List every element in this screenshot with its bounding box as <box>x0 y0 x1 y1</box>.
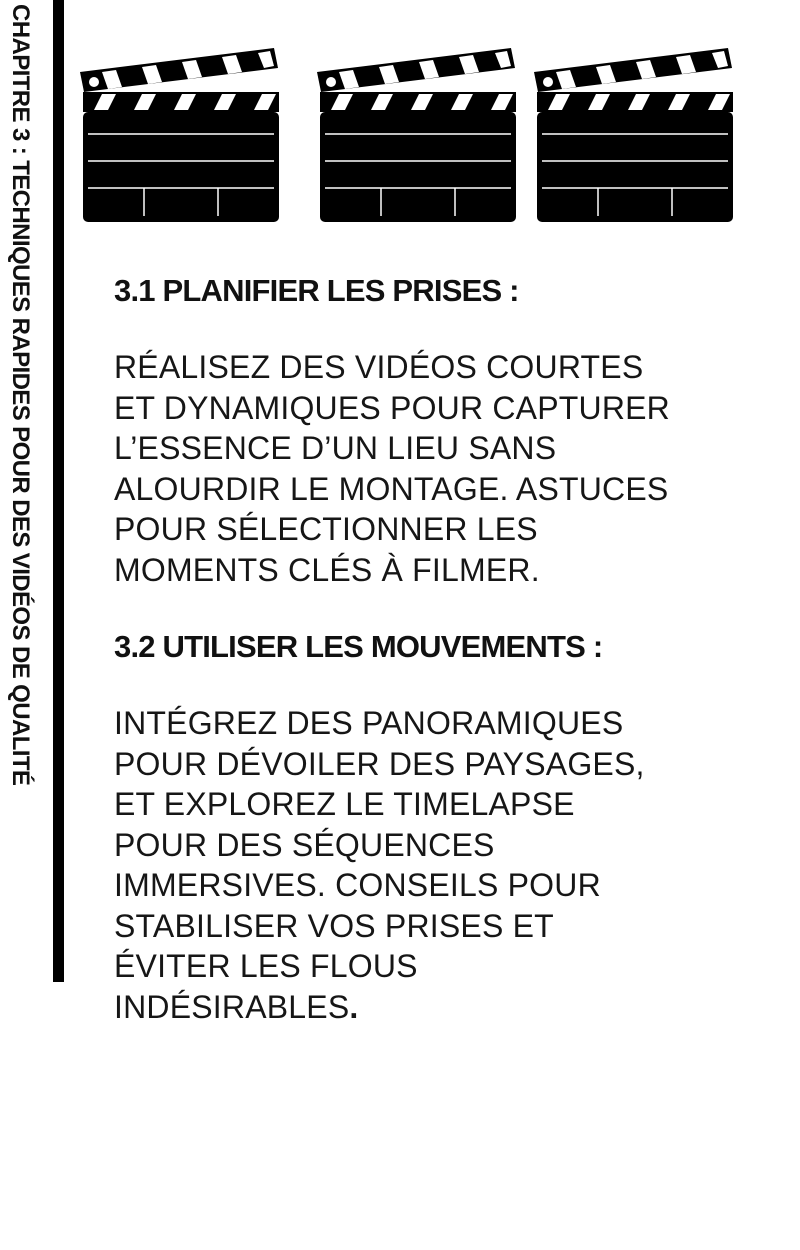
section-mouvements <box>114 624 754 1027</box>
body-line: POUR DES SÉQUENCES <box>114 826 495 863</box>
body-line: STABILISER VOS PRISES ET <box>114 907 554 944</box>
section-body <box>114 703 704 1027</box>
body-line: ET DYNAMIQUES POUR CAPTURER <box>114 389 670 426</box>
final-period: . <box>349 988 359 1025</box>
section-planifier <box>114 268 754 590</box>
main-content <box>114 268 754 1061</box>
body-line-text: INDÉSIRABLES <box>114 988 350 1025</box>
body-line: IMMERSIVES. CONSEILS POUR <box>114 867 601 903</box>
body-line: L’ESSENCE D’UN LIEU SANS <box>114 430 557 466</box>
body-line: MOMENTS CLÉS À FILMER. <box>114 551 540 588</box>
section-body <box>114 347 704 590</box>
body-line: RÉALISEZ DES VIDÉOS COURTES <box>114 349 644 385</box>
vertical-divider-bar <box>53 0 64 982</box>
section-heading: 3.1 PLANIFIER LES PRISES : <box>114 273 519 308</box>
body-line-last <box>114 987 704 1028</box>
body-line: ÉVITER LES FLOUS <box>114 948 418 984</box>
clapperboard-icon <box>534 40 744 225</box>
body-line: INTÉGREZ DES PANORAMIQUES <box>114 705 624 741</box>
body-line: ET EXPLOREZ LE TIMELAPSE <box>114 786 575 822</box>
clapperboard-icon <box>80 40 290 225</box>
section-heading: 3.2 UTILISER LES MOUVEMENTS : <box>114 629 603 664</box>
body-line: POUR SÉLECTIONNER LES <box>114 511 538 547</box>
body-line: ALOURDIR LE MONTAGE. ASTUCES <box>114 470 669 507</box>
clapperboard-icon <box>317 40 527 225</box>
chapter-title-text: CHAPITRE 3 : TECHNIQUES RAPIDES POUR DES VIDÉOS DE QUALITÉ <box>7 4 34 786</box>
vertical-chapter-title <box>3 4 37 984</box>
body-line: POUR DÉVOILER DES PAYSAGES, <box>114 745 645 782</box>
